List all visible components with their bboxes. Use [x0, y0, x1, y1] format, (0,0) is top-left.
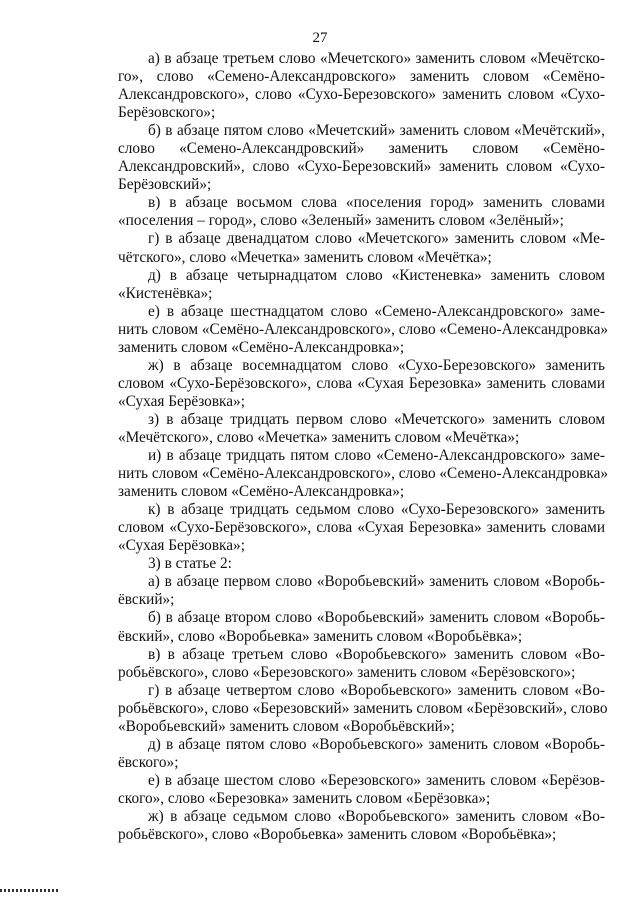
paragraph-line: ёвский»; — [118, 591, 175, 609]
paragraph-line: ёвского»; — [118, 753, 179, 771]
amendment-paragraph — [118, 736, 605, 772]
paragraph-line: ского», слово «Березовка» заменить словом «Берёзовка»; — [118, 789, 491, 807]
paragraph-line: е) в абзаце шестнадцатом слово «Семено-Александровского» заме- — [148, 302, 605, 320]
amendment-paragraph — [118, 447, 609, 501]
paragraph-line: словом «Сухо-Берёзовского», слова «Сухая Березовка» заменить словами — [118, 374, 605, 392]
paragraph-line: ж) в абзаце восемнадцатом слово «Сухо-Березовского» заменить — [148, 356, 605, 374]
amendment-paragraph — [118, 609, 605, 645]
paragraph-line: в) в абзаце восьмом слова «поселения город» заменить словами — [148, 194, 605, 212]
paragraph-line: робьёвского», слово «Березовский» заменить словом «Берёзовский», слово — [118, 699, 608, 717]
paragraph-line: Александровский», слово «Сухо-Березовский» заменить словом «Сухо- — [118, 158, 605, 176]
paragraph-line: д) в абзаце четырнадцатом слово «Кистеневка» заменить словом — [148, 266, 605, 284]
amendment-paragraph — [118, 573, 605, 609]
paragraph-line: Берёзовского»; — [118, 104, 216, 122]
paragraph-line: «Сухая Берёзовка»; — [118, 392, 245, 410]
amendment-paragraph — [118, 50, 605, 122]
paragraph-line: з) в абзаце тридцать первом слово «Мечетского» заменить словом — [148, 410, 605, 428]
amendment-paragraph — [118, 808, 605, 844]
amendment-paragraph — [118, 772, 605, 808]
paragraph-line: г) в абзаце двенадцатом слово «Мечетского» заменить словом «Ме- — [148, 230, 605, 248]
paragraph-line: а) в абзаце третьем слово «Мечетского» заменить словом «Мечётско- — [148, 50, 605, 67]
paragraph-line: г) в абзаце четвертом слово «Воробьевского» заменить словом «Во- — [148, 681, 605, 699]
amendment-paragraph — [118, 646, 605, 682]
paragraph-line: Берёзовский»; — [118, 176, 212, 194]
paragraph-line: «поселения – город», слово «Зеленый» заменить словом «Зелёный»; — [118, 212, 564, 230]
amendment-paragraph — [118, 501, 605, 555]
paragraph-line: словом «Сухо-Берёзовского», слова «Сухая Березовка» заменить словами — [118, 519, 605, 537]
paragraph-line: слово «Семено-Александровский» заменить словом «Семёно- — [118, 140, 605, 158]
amendment-paragraph — [118, 357, 605, 411]
paragraph-line: «Сухая Берёзовка»; — [118, 537, 245, 555]
document-body — [118, 50, 609, 844]
paragraph-line: к) в абзаце тридцать седьмом слово «Сухо-Березовского» заменить — [148, 501, 605, 519]
amendment-paragraph — [118, 230, 605, 266]
paragraph-line: чётского», слово «Мечетка» заменить словом «Мечётка»; — [118, 248, 492, 266]
paragraph-line: б) в абзаце втором слово «Воробьевский» заменить словом «Воробь- — [148, 609, 605, 627]
paragraph-line: заменить словом «Семёно-Александровка»; — [118, 483, 405, 501]
paragraph-line: д) в абзаце пятом слово «Воробьевского» заменить словом «Воробь- — [148, 735, 605, 753]
paragraph-line: ёвский», слово «Воробьевка» заменить словом «Воробьёвка»; — [118, 627, 523, 645]
amendment-paragraph — [118, 194, 605, 230]
paragraph-line: робьёвского», слово «Березовского» заменить словом «Берёзовского»; — [118, 663, 576, 681]
scan-edge-mark — [0, 889, 58, 892]
amendment-paragraph — [118, 302, 609, 357]
paragraph-line: заменить словом «Семёно-Александровка»; — [118, 338, 405, 356]
amendment-paragraph — [118, 267, 605, 303]
paragraph-line: нить словом «Семёно-Александровского», слово «Семено-Александровка» — [118, 320, 609, 338]
paragraph-line: е) в абзаце шестом слово «Березовского» заменить словом «Берёзов- — [148, 771, 605, 789]
amendment-paragraph — [118, 411, 605, 447]
paragraph-line: нить словом «Семёно-Александровского», слово «Семено-Александровка» — [118, 465, 609, 483]
paragraph-line: и) в абзаце тридцать пятом слово «Семено-Александровского» заме- — [148, 447, 605, 465]
page-number: 27 — [312, 30, 328, 46]
amendment-paragraph — [118, 681, 608, 736]
paragraph-line: в) в абзаце третьем слово «Воробьевского» заменить словом «Во- — [148, 645, 605, 663]
paragraph-line: «Воробьевский» заменить словом «Воробьёвский»; — [118, 717, 455, 735]
paragraph-line: го», слово «Семено-Александровского» заменить словом «Семёно- — [118, 68, 605, 86]
amendment-paragraph — [118, 555, 605, 573]
paragraph-line: «Мечётского», слово «Мечетка» заменить словом «Мечётка»; — [118, 428, 520, 446]
paragraph-line: Александровского», слово «Сухо-Березовского» заменить словом «Сухо- — [118, 86, 605, 104]
paragraph-line: б) в абзаце пятом слово «Мечетский» заменить словом «Мечётский», — [148, 122, 605, 140]
paragraph-line: «Кистенёвка»; — [118, 284, 213, 302]
paragraph-line: 3) в статье 2: — [148, 555, 232, 573]
amendment-paragraph — [118, 122, 605, 194]
paragraph-line: робьёвского», слово «Воробьевка» заменить словом «Воробьёвка»; — [118, 826, 557, 844]
paragraph-line: а) в абзаце первом слово «Воробьевский» заменить словом «Воробь- — [148, 573, 605, 591]
paragraph-line: ж) в абзаце седьмом слово «Воробьевского» заменить словом «Во- — [148, 807, 605, 825]
